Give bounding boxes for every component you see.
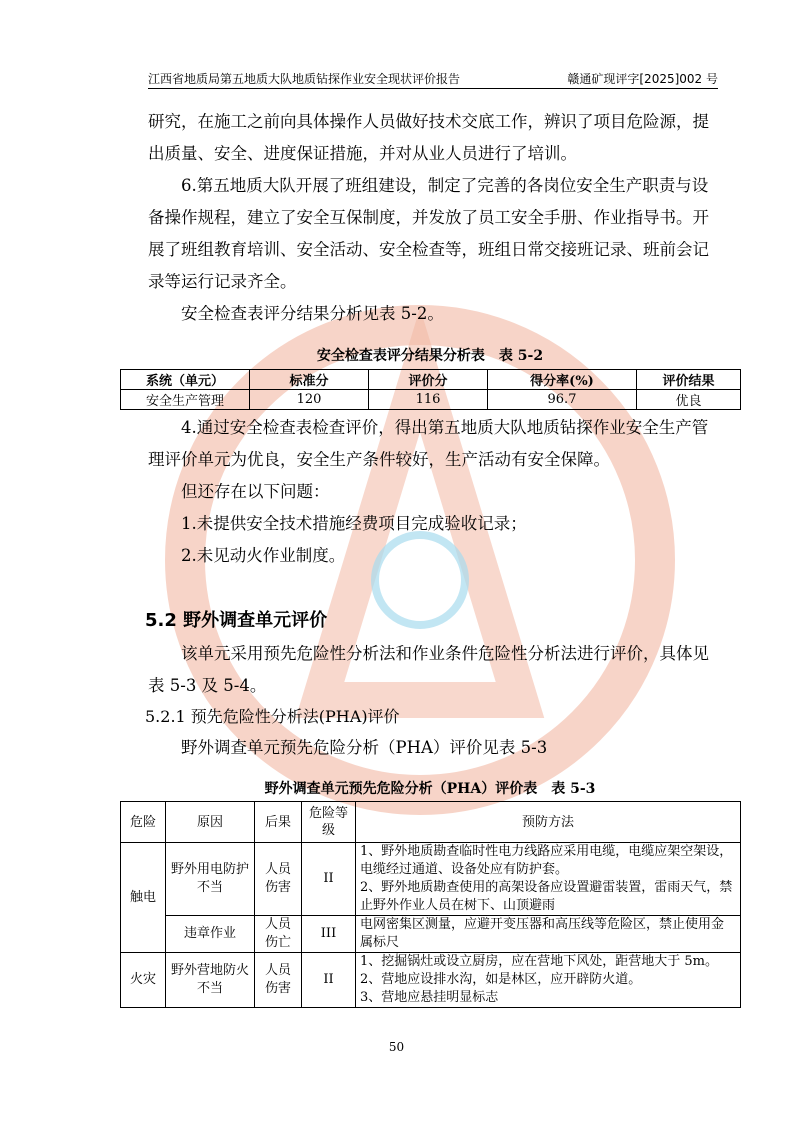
column-header: 标准分: [250, 370, 369, 390]
paragraph: 安全检查表评分结果分析见表 5-2。: [181, 304, 444, 323]
result-cell: 人员伤亡: [255, 916, 302, 953]
column-header: 评价结果: [637, 370, 741, 390]
report-title: 江西省地质局第五地质大队地质钻探作业安全现状评价报告: [148, 72, 461, 86]
column-header: 预防方法: [356, 802, 741, 843]
prevention-cell: 1、野外地质勘查临时性电力线路应采用电缆，电缆应架空架设，电缆经过通道、设备处应有防护套。 2、野外地质勘查使用的高架设备应设置避雷装置，雷雨天气，禁止野外作业人员在树下、山顶避雨: [356, 843, 741, 916]
result-cell: 人员伤害: [255, 843, 302, 916]
hazard-cell: 触电: [121, 843, 166, 953]
table-row: [121, 916, 741, 953]
level-cell: II: [302, 953, 356, 1008]
paragraph: 4.通过安全检查表检查评价，得出第五地质大队地质钻探作业安全生产管理评价单元为优良，安全生产条件较好，生产活动有安全保障。: [148, 418, 709, 469]
table-row: [121, 953, 741, 1008]
cause-cell: 野外营地防火不当: [166, 953, 255, 1008]
paragraph: 6.第五地质大队开展了班组建设，制定了完善的各岗位安全生产职责与设备操作规程，建立了安全互保制度，并发放了员工安全手册、作业指导书。开展了班组教育培训、安全活动、安全检查等，班组日常交接班记录、班前会记录等运行记录齐全。: [148, 176, 709, 291]
section-heading-5-2: 5.2 野外调查单元评价: [145, 610, 328, 631]
result-cell: 人员伤害: [255, 953, 302, 1008]
table-5-3: [120, 801, 741, 1008]
table-row: [121, 390, 741, 410]
prevention-cell: 电网密集区测量，应避开变压器和高压线等危险区，禁止使用金属标尺: [356, 916, 741, 953]
table-header-row: [121, 802, 741, 843]
table-5-3-caption: 野外调查单元预先危险分析（PHA）评价表 表 5-3: [264, 781, 596, 797]
section-heading-5-2-1: 5.2.1 预先危险性分析法(PHA)评价: [145, 707, 400, 726]
table-cell: 116: [369, 390, 488, 410]
column-header: 后果: [255, 802, 302, 843]
body-text-top: [148, 106, 718, 330]
body-text-5-2: [148, 638, 718, 702]
prevention-cell: 1、挖掘锅灶或设立厨房，应在营地下风处，距营地大于 5m。 2、营地应设排水沟，如是林区，应开辟防火道。 3、营地应悬挂明显标志: [356, 953, 741, 1008]
page-header: [148, 70, 718, 89]
table-row: [121, 843, 741, 916]
column-header: 评价分: [369, 370, 488, 390]
paragraph: 野外调查单元预先危险分析（PHA）评价见表 5-3: [181, 738, 548, 757]
paragraph: 该单元采用预先危险性分析法和作业条件危险性分析法进行评价，具体见表 5-3 及 5-4。: [148, 644, 709, 695]
level-cell: II: [302, 843, 356, 916]
table-cell: 优良: [637, 390, 741, 410]
table-5-2-caption: 安全检查表评分结果分析表 表 5-2: [316, 348, 544, 364]
column-header: 危险: [121, 802, 166, 843]
body-text-5-2-1: [148, 732, 718, 764]
cause-cell: 野外用电防护不当: [166, 843, 255, 916]
body-text-mid: [148, 412, 718, 572]
paragraph: 但还存在以下问题：: [181, 482, 330, 501]
paragraph: 1.未提供安全技术措施经费项目完成验收记录；: [181, 514, 527, 533]
column-header: 危险等级: [302, 802, 356, 843]
column-header: 原因: [166, 802, 255, 843]
hazard-cell: 火灾: [121, 953, 166, 1008]
paragraph: 研究，在施工之前向具体操作人员做好技术交底工作，辨识了项目危险源，提出质量、安全、进度保证措施，并对从业人员进行了培训。: [148, 112, 709, 163]
table-header-row: [121, 370, 741, 390]
report-number: 赣通矿现评字[2025]002 号: [567, 72, 718, 86]
table-5-2: [120, 369, 741, 410]
column-header: 得分率(%): [488, 370, 637, 390]
paragraph: 2.未见动火作业制度。: [181, 546, 346, 565]
column-header: 系统（单元）: [121, 370, 250, 390]
table-cell: 安全生产管理: [121, 390, 250, 410]
level-cell: III: [302, 916, 356, 953]
cause-cell: 违章作业: [166, 916, 255, 953]
page-number: 50: [388, 1040, 405, 1054]
table-cell: 120: [250, 390, 369, 410]
table-cell: 96.7: [488, 390, 637, 410]
